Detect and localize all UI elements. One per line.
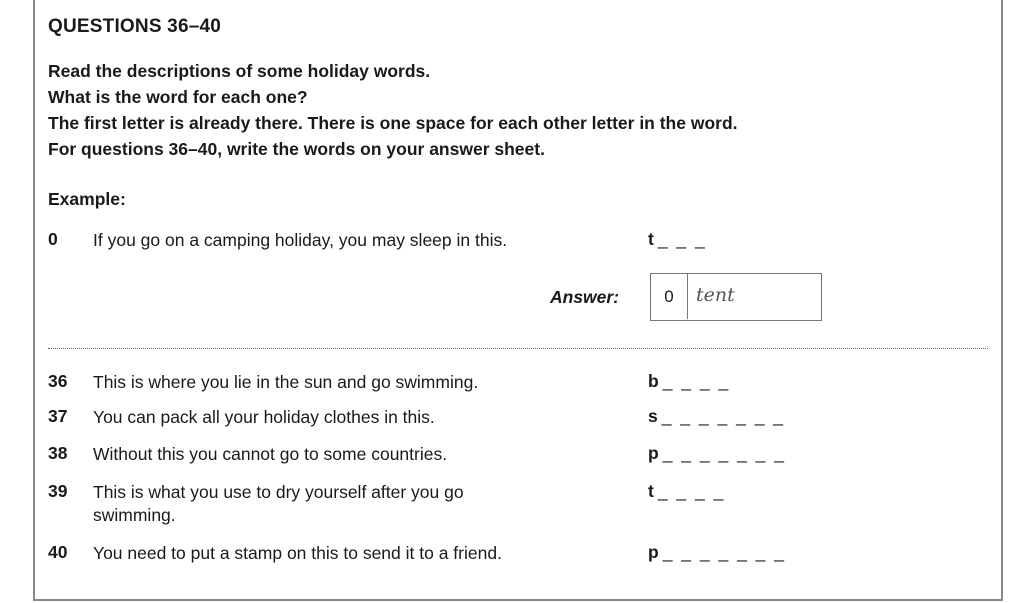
section-title: QUESTIONS 36–40 xyxy=(48,16,222,37)
dotted-divider xyxy=(48,348,988,349)
example-blanks: _ _ _ xyxy=(657,229,707,249)
question-hint xyxy=(648,443,786,464)
question-description: Without this you cannot go to some countries. xyxy=(93,444,448,464)
question-number: 38 xyxy=(48,443,68,463)
question-hint xyxy=(648,542,786,563)
answer-box-word: tent xyxy=(696,284,735,306)
question-number: 37 xyxy=(48,406,68,426)
example-first-letter: t xyxy=(648,229,654,249)
first-letter: b xyxy=(648,371,659,391)
letter-blanks: _ _ _ _ _ _ _ xyxy=(662,542,787,562)
question-description: This is what you use to dry yourself after you go swimming. xyxy=(93,482,464,525)
letter-blanks: _ _ _ _ _ _ _ xyxy=(661,406,786,426)
letter-blanks: _ _ _ _ _ _ _ xyxy=(662,443,787,463)
question-hint xyxy=(648,371,730,392)
question-number: 39 xyxy=(48,481,68,501)
example-number: 0 xyxy=(48,229,58,249)
answer-box-number: 0 xyxy=(651,274,688,319)
question-number: 40 xyxy=(48,542,68,562)
question-description: You can pack all your holiday clothes in this. xyxy=(93,407,435,427)
instruction-line-4: For questions 36–40, write the words on your answer sheet. xyxy=(48,139,545,159)
instruction-line-1: Read the descriptions of some holiday words. xyxy=(48,61,431,81)
first-letter: p xyxy=(648,542,659,562)
question-hint xyxy=(648,481,725,502)
example-label: Example: xyxy=(48,189,126,209)
example-hint xyxy=(648,229,707,250)
question-description: This is where you lie in the sun and go swimming. xyxy=(93,372,479,392)
instruction-line-3: The first letter is already there. There is one space for each other letter in the word. xyxy=(48,113,738,133)
question-hint xyxy=(648,406,785,427)
instruction-line-2: What is the word for each one? xyxy=(48,87,308,107)
letter-blanks: _ _ _ _ xyxy=(657,481,726,501)
first-letter: s xyxy=(648,406,658,426)
question-number: 36 xyxy=(48,371,68,391)
first-letter: t xyxy=(648,481,654,501)
example-answer-box xyxy=(650,273,822,321)
question-description: You need to put a stamp on this to send it to a friend. xyxy=(93,543,502,563)
letter-blanks: _ _ _ _ xyxy=(662,371,731,391)
example-description: If you go on a camping holiday, you may sleep in this. xyxy=(93,230,508,250)
answer-label: Answer: xyxy=(550,287,620,307)
first-letter: p xyxy=(648,443,659,463)
